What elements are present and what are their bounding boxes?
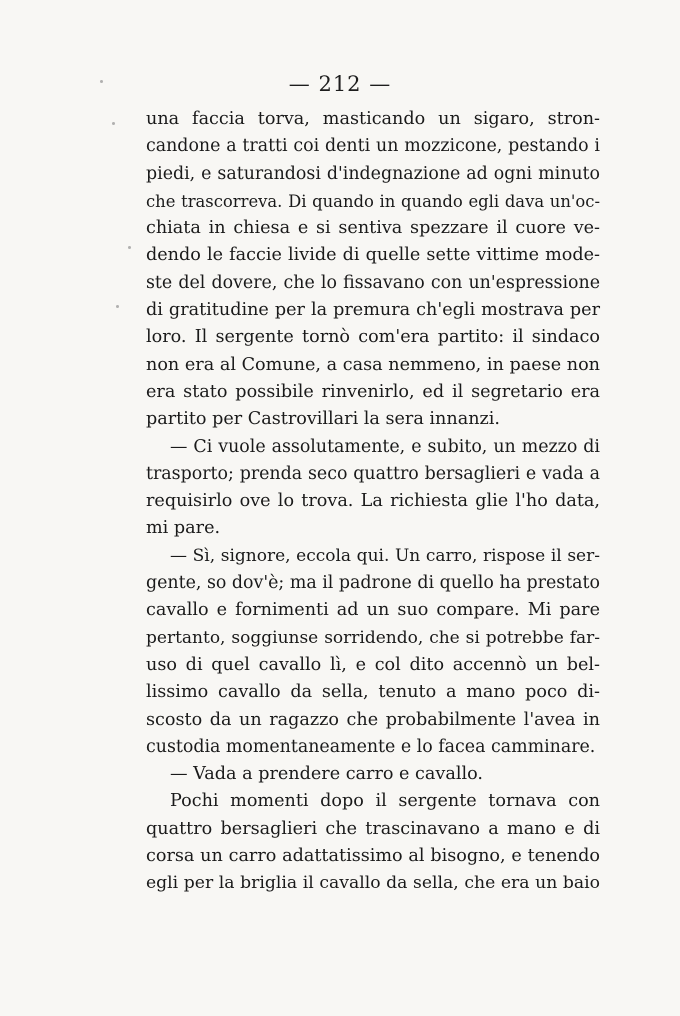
text-line: cavallo e fornimenti ad un suo compare. Mi pare (146, 600, 600, 621)
text-line: partito per Castrovillari la sera innanzi. (146, 409, 501, 430)
text-line: — Vada a prendere carro e cavallo. (170, 764, 483, 785)
paper-speck (100, 80, 103, 83)
text-line: — Sì, signore, eccola qui. Un carro, rispose il ser- (170, 545, 600, 566)
text-line: — Ci vuole assolutamente, e subito, un mezzo di (170, 436, 600, 457)
text-line: pertanto, soggiunse sorridendo, che si potrebbe far- (146, 627, 600, 648)
body-text (146, 106, 600, 898)
text-line: loro. Il sergente tornò com'era partito: il sindaco (146, 327, 600, 348)
text-line: quattro bersaglieri che trascinavano a mano e di (146, 818, 600, 839)
text-line: non era al Comune, a casa nemmeno, in paese non (146, 354, 600, 375)
text-line: uso di quel cavallo lì, e col dito accennò un bel- (146, 654, 600, 675)
paper-speck (128, 246, 131, 249)
text-line: candone a tratti coi denti un mozzicone, pestando i (146, 136, 600, 157)
text-line: chiata in chiesa e si sentiva spezzare il cuore ve- (146, 218, 600, 239)
paper-speck (112, 122, 115, 125)
text-line: lissimo cavallo da sella, tenuto a mano poco di- (146, 682, 600, 703)
text-line: dendo le faccie livide di quelle sette vittime mode- (146, 245, 600, 266)
text-line: che trascorreva. Di quando in quando egli dava un'oc- (146, 191, 600, 211)
text-line: ste del dovere, che lo fissavano con un'espressione (146, 272, 600, 293)
text-line: scosto da un ragazzo che probabilmente l'avea in (146, 709, 600, 730)
text-line: requisirlo ove lo trova. La richiesta glie l'ho data, (146, 491, 600, 512)
text-line: trasporto; prenda seco quattro bersaglieri e vada a (146, 463, 600, 484)
text-line: gente, so dov'è; ma il padrone di quello ha prestato (146, 573, 600, 594)
paper-speck (116, 305, 119, 308)
text-line: corsa un carro adattatissimo al bisogno, e tenendo (146, 846, 600, 867)
text-line: mi pare. (146, 518, 221, 539)
text-line: era stato possibile rinvenirlo, ed il segretario era (146, 381, 600, 402)
text-line: di gratitudine per la premura ch'egli mostrava per (146, 300, 600, 321)
page-number: — 212 — (288, 72, 392, 96)
text-line: piedi, e saturandosi d'indegnazione ad ogni minuto (146, 163, 600, 184)
text-line: Pochi momenti dopo il sergente tornava con (170, 791, 600, 812)
text-line: una faccia torva, masticando un sigaro, stron- (146, 109, 600, 129)
text-line: egli per la briglia il cavallo da sella, che era un baio (146, 873, 600, 894)
text-line: custodia momentaneamente e lo facea camminare. (146, 736, 596, 757)
